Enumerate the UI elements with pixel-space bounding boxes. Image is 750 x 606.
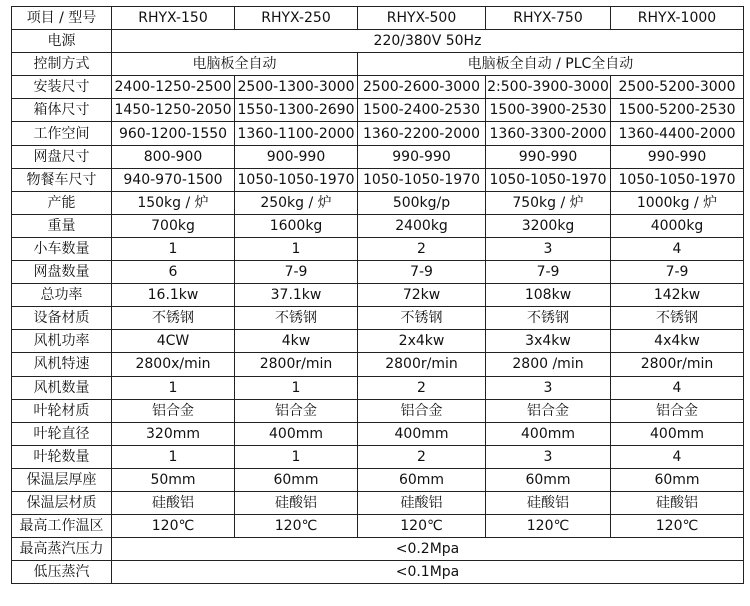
value-cell: 2:500-3900-3000 bbox=[486, 76, 611, 99]
value-cell: 4kw bbox=[235, 330, 358, 353]
value-cell: 400mm bbox=[235, 422, 358, 445]
value-cell: 铝合金 bbox=[235, 399, 358, 422]
value-cell: 铝合金 bbox=[112, 399, 235, 422]
value-cell: 16.1kw bbox=[112, 284, 235, 307]
spec-row bbox=[12, 561, 744, 584]
value-cell: 不锈钢 bbox=[358, 307, 486, 330]
row-label-cell: 总功率 bbox=[12, 284, 112, 307]
value-cell: 142kw bbox=[611, 284, 744, 307]
value-cell: 800-900 bbox=[112, 145, 235, 168]
value-cell: 硅酸铝 bbox=[235, 491, 358, 514]
row-label-cell: 风机功率 bbox=[12, 330, 112, 353]
value-cell: 50mm bbox=[112, 468, 235, 491]
value-cell: 1600kg bbox=[235, 214, 358, 237]
value-cell: 2800r/min bbox=[235, 353, 358, 376]
value-cell: 3200kg bbox=[486, 214, 611, 237]
spec-table-body bbox=[12, 7, 744, 584]
header-model-cell: RHYX-150 bbox=[112, 7, 235, 30]
value-cell: 4x4kw bbox=[611, 330, 744, 353]
row-label-cell: 叶轮直径 bbox=[12, 422, 112, 445]
header-model-cell: RHYX-500 bbox=[358, 7, 486, 30]
value-cell: 1500-2400-2530 bbox=[358, 99, 486, 122]
value-cell: 4000kg bbox=[611, 214, 744, 237]
row-label-cell: 箱体尺寸 bbox=[12, 99, 112, 122]
row-label-cell: 产能 bbox=[12, 191, 112, 214]
value-cell: 72kw bbox=[358, 284, 486, 307]
value-cell: 3 bbox=[486, 445, 611, 468]
grouped-value-cell: 电脑板全自动 bbox=[112, 53, 358, 76]
value-cell: 120℃ bbox=[611, 515, 744, 538]
row-label-cell: 电源 bbox=[12, 30, 112, 53]
spec-row bbox=[12, 99, 744, 122]
row-label-cell: 保温层厚座 bbox=[12, 468, 112, 491]
spec-row bbox=[12, 53, 744, 76]
value-cell: 60mm bbox=[235, 468, 358, 491]
row-label-cell: 网盘尺寸 bbox=[12, 145, 112, 168]
spec-row bbox=[12, 376, 744, 399]
value-cell: 2 bbox=[358, 376, 486, 399]
spec-table bbox=[11, 6, 744, 584]
value-cell: 4 bbox=[611, 376, 744, 399]
value-cell: 3 bbox=[486, 376, 611, 399]
value-cell: 960-1200-1550 bbox=[112, 122, 235, 145]
value-cell: 1550-1300-2690 bbox=[235, 99, 358, 122]
value-cell: 1 bbox=[112, 445, 235, 468]
value-cell: 硅酸铝 bbox=[611, 491, 744, 514]
spec-table-container bbox=[11, 6, 743, 584]
value-cell: 400mm bbox=[358, 422, 486, 445]
value-cell: 2500-2600-3000 bbox=[358, 76, 486, 99]
value-cell: 900-990 bbox=[235, 145, 358, 168]
row-label-cell: 叶轮数量 bbox=[12, 445, 112, 468]
value-cell: 1500-5200-2530 bbox=[611, 99, 744, 122]
value-cell: 7-9 bbox=[358, 261, 486, 284]
value-cell: 2x4kw bbox=[358, 330, 486, 353]
value-cell: 不锈钢 bbox=[611, 307, 744, 330]
value-cell: 400mm bbox=[611, 422, 744, 445]
spec-row bbox=[12, 491, 744, 514]
value-cell: 1050-1050-1970 bbox=[486, 168, 611, 191]
value-cell: 1 bbox=[235, 376, 358, 399]
value-cell: 500kg/p bbox=[358, 191, 486, 214]
row-label-cell: 工作空间 bbox=[12, 122, 112, 145]
row-label-cell: 低压蒸汽 bbox=[12, 561, 112, 584]
row-label-cell: 重量 bbox=[12, 214, 112, 237]
spec-row bbox=[12, 191, 744, 214]
value-cell: 2500-1300-3000 bbox=[235, 76, 358, 99]
spec-row bbox=[12, 237, 744, 260]
row-label-cell: 物餐车尺寸 bbox=[12, 168, 112, 191]
spec-row bbox=[12, 468, 744, 491]
value-cell: 4 bbox=[611, 445, 744, 468]
value-cell: 2 bbox=[358, 237, 486, 260]
spec-row bbox=[12, 399, 744, 422]
value-cell: 2800 /min bbox=[486, 353, 611, 376]
row-label-cell: 叶轮材质 bbox=[12, 399, 112, 422]
value-cell: 1 bbox=[112, 376, 235, 399]
value-cell: 400mm bbox=[486, 422, 611, 445]
value-cell: 108kw bbox=[486, 284, 611, 307]
spec-row bbox=[12, 330, 744, 353]
spec-row bbox=[12, 515, 744, 538]
spec-row bbox=[12, 145, 744, 168]
value-cell: 37.1kw bbox=[235, 284, 358, 307]
value-cell: 1000kg / 炉 bbox=[611, 191, 744, 214]
value-cell: 990-990 bbox=[611, 145, 744, 168]
value-cell: 2800r/min bbox=[358, 353, 486, 376]
spec-row bbox=[12, 261, 744, 284]
header-model-cell: RHYX-1000 bbox=[611, 7, 744, 30]
value-cell: 120℃ bbox=[358, 515, 486, 538]
row-label-cell: 保温层材质 bbox=[12, 491, 112, 514]
spec-row bbox=[12, 445, 744, 468]
merged-value-cell: 220/380V 50Hz bbox=[112, 30, 744, 53]
value-cell: 150kg / 炉 bbox=[112, 191, 235, 214]
row-label-cell: 安装尺寸 bbox=[12, 76, 112, 99]
value-cell: 硅酸铝 bbox=[112, 491, 235, 514]
value-cell: 1050-1050-1970 bbox=[358, 168, 486, 191]
spec-row bbox=[12, 30, 744, 53]
value-cell: 750kg / 炉 bbox=[486, 191, 611, 214]
value-cell: 60mm bbox=[611, 468, 744, 491]
value-cell: 1050-1050-1970 bbox=[611, 168, 744, 191]
value-cell: 990-990 bbox=[486, 145, 611, 168]
spec-row bbox=[12, 307, 744, 330]
value-cell: 250kg / 炉 bbox=[235, 191, 358, 214]
value-cell: 1360-2200-2000 bbox=[358, 122, 486, 145]
value-cell: 铝合金 bbox=[358, 399, 486, 422]
spec-row bbox=[12, 284, 744, 307]
grouped-value-cell: 电脑板全自动 / PLC全自动 bbox=[358, 53, 744, 76]
row-label-cell: 控制方式 bbox=[12, 53, 112, 76]
value-cell: 1360-1100-2000 bbox=[235, 122, 358, 145]
value-cell: 2500-5200-3000 bbox=[611, 76, 744, 99]
value-cell: 6 bbox=[112, 261, 235, 284]
value-cell: 4 bbox=[611, 237, 744, 260]
value-cell: 1360-3300-2000 bbox=[486, 122, 611, 145]
header-model-cell: RHYX-750 bbox=[486, 7, 611, 30]
row-label-cell: 网盘数量 bbox=[12, 261, 112, 284]
value-cell: 3x4kw bbox=[486, 330, 611, 353]
row-label-cell: 设备材质 bbox=[12, 307, 112, 330]
value-cell: 1050-1050-1970 bbox=[235, 168, 358, 191]
row-label-cell: 风机数量 bbox=[12, 376, 112, 399]
value-cell: 1 bbox=[112, 237, 235, 260]
value-cell: 700kg bbox=[112, 214, 235, 237]
value-cell: 3 bbox=[486, 237, 611, 260]
value-cell: 7-9 bbox=[235, 261, 358, 284]
spec-row bbox=[12, 422, 744, 445]
spec-row bbox=[12, 353, 744, 376]
spec-row bbox=[12, 538, 744, 561]
value-cell: 硅酸铝 bbox=[486, 491, 611, 514]
value-cell: 990-990 bbox=[358, 145, 486, 168]
value-cell: 不锈钢 bbox=[235, 307, 358, 330]
spec-row bbox=[12, 76, 744, 99]
header-model-cell: RHYX-250 bbox=[235, 7, 358, 30]
value-cell: 1500-3900-2530 bbox=[486, 99, 611, 122]
header-label-cell: 项目 / 型号 bbox=[12, 7, 112, 30]
spec-row bbox=[12, 168, 744, 191]
spec-row bbox=[12, 122, 744, 145]
value-cell: 120℃ bbox=[486, 515, 611, 538]
value-cell: 1450-1250-2050 bbox=[112, 99, 235, 122]
header-row bbox=[12, 7, 744, 30]
value-cell: 7-9 bbox=[486, 261, 611, 284]
merged-value-cell: <0.2Mpa bbox=[112, 538, 744, 561]
value-cell: 2 bbox=[358, 445, 486, 468]
row-label-cell: 最高蒸汽压力 bbox=[12, 538, 112, 561]
value-cell: 不锈钢 bbox=[112, 307, 235, 330]
value-cell: 2400kg bbox=[358, 214, 486, 237]
value-cell: 7-9 bbox=[611, 261, 744, 284]
value-cell: 2800x/min bbox=[112, 353, 235, 376]
value-cell: 4CW bbox=[112, 330, 235, 353]
value-cell: 120℃ bbox=[112, 515, 235, 538]
row-label-cell: 风机特速 bbox=[12, 353, 112, 376]
value-cell: 2400-1250-2500 bbox=[112, 76, 235, 99]
value-cell: 铝合金 bbox=[611, 399, 744, 422]
row-label-cell: 最高工作温区 bbox=[12, 515, 112, 538]
value-cell: 60mm bbox=[486, 468, 611, 491]
value-cell: 硅酸铝 bbox=[358, 491, 486, 514]
merged-value-cell: <0.1Mpa bbox=[112, 561, 744, 584]
value-cell: 1 bbox=[235, 237, 358, 260]
spec-row bbox=[12, 214, 744, 237]
value-cell: 2800r/min bbox=[611, 353, 744, 376]
value-cell: 铝合金 bbox=[486, 399, 611, 422]
value-cell: 不锈钢 bbox=[486, 307, 611, 330]
value-cell: 320mm bbox=[112, 422, 235, 445]
value-cell: 1360-4400-2000 bbox=[611, 122, 744, 145]
value-cell: 1 bbox=[235, 445, 358, 468]
row-label-cell: 小车数量 bbox=[12, 237, 112, 260]
value-cell: 940-970-1500 bbox=[112, 168, 235, 191]
value-cell: 60mm bbox=[358, 468, 486, 491]
value-cell: 120℃ bbox=[235, 515, 358, 538]
